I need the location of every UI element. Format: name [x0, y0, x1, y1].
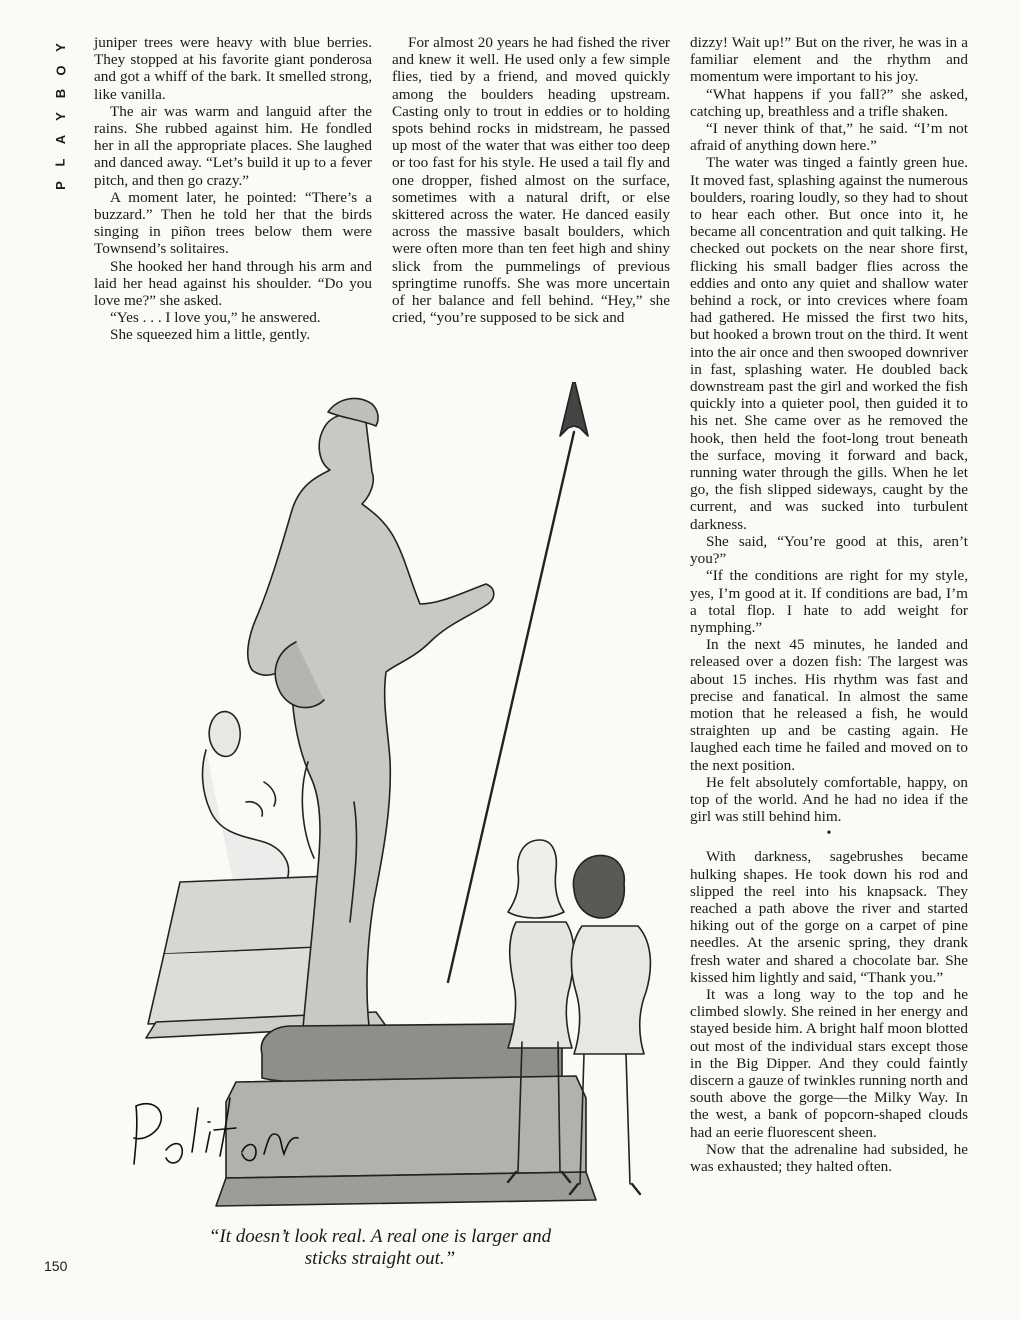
paragraph: It was a long way to the top and he climbed slowly. She reined in her energy and stayed beside him. A bright half moon blotted out most of the individual stars except those in the Big Dipper. And they could faintly discern a gauze of twinkles running north and south above the gorge—the Milky Way. In the west, a bank of popcorn-shaped clouds had an eerie fluorescent sheen. [690, 985, 968, 1141]
caption-line: “It doesn’t look real. A real one is larger and [208, 1226, 552, 1247]
caption-line: sticks straight out.” [304, 1248, 456, 1269]
paragraph: The air was warm and languid after the rains. She rubbed against him. He fondled her in all the appropriate places. She laughed and danced away. “Let’s build it up to a fever pitch, and then go crazy.” [94, 102, 372, 189]
masthead-letter: Y [52, 43, 68, 52]
masthead-letter: P [52, 181, 68, 190]
paragraph: “I never think of that,” he said. “I’m not afraid of anything down here.” [690, 120, 968, 155]
text-column-3 [690, 34, 968, 1175]
paragraph: For almost 20 years he had fished the river and knew it well. He used only a few simple flies, tied by a friend, and moved quickly among the boulders heading upstream. Casting only to trout in eddies or to holding spots behind rocks in midstream, he passed up most of the water that was either too deep or too fast for his style. He used a tail fly and one dropper, fished almost on the surface, sometimes with a natural drift, or else skittered across the water. He danced easily across the massive basalt boulders, which were often more than ten feet high and shiny slick from the pummelings of previous springtime runoffs. She was more uncertain of her balance and fell behind. “Hey,” she cried, “you’re supposed to be sick and [392, 34, 670, 327]
masthead-letter: A [53, 134, 69, 145]
masthead-letter: Y [52, 112, 68, 121]
paragraph: She squeezed him a little, gently. [110, 326, 311, 344]
masthead-letter: B [53, 88, 69, 99]
masthead-letter: O [53, 65, 69, 76]
text-column-2 [392, 34, 670, 326]
page-number: 150 [44, 1258, 68, 1274]
paragraph: She said, “You’re good at this, aren’t you?” [690, 532, 968, 568]
masthead-letter: L [52, 158, 68, 167]
paragraph: In the next 45 minutes, he landed and released over a dozen fish: The largest was about 15 inches. His rhythm was fast and precise and fanatical. In almost the same motion that he released a fish, he would straighten up and be casting again. He laughed each time he failed and moved on to the next position. [690, 636, 968, 774]
section-separator: • [826, 826, 832, 842]
statue-pedestal [216, 1024, 596, 1206]
paragraph: dizzy! Wait up!” But on the river, he was in a familiar element and the rhythm and momentum were important to his joy. [690, 34, 968, 86]
paragraph: Now that the adrenaline had subsided, he was exhausted; they halted often. [690, 1140, 968, 1175]
text-column-1 [94, 34, 372, 344]
paragraph: “What happens if you fall?” she asked, catching up, breathless and a trifle shaken. [690, 85, 968, 120]
paragraph: “Yes . . . I love you,” he answered. [110, 309, 321, 327]
paragraph: A moment later, he pointed: “There’s a buzzard.” Then he told her that the birds singing in piñon trees below them were Townsend’s solitaires. [94, 188, 372, 258]
paragraph: She hooked her hand through his arm and laid her head against his shoulder. “Do you love me?” she asked. [94, 257, 372, 310]
paragraph: With darkness, sagebrushes became hulking shapes. He took down his rod and slipped the reel into his knapsack. They reached a path above the river and started hiking out of the gorge on a carpet of pine needles. At the arsenic spring, they drank fresh water and shared a chocolate bar. She kissed him lightly and said, “Thank you.” [690, 848, 968, 986]
paragraph: The water was tinged a faintly green hue. It moved fast, splashing against the numerous boulders, roaring loudly, so they had to shout to hear each other. But once into it, he became all concentration and quit talking. He checked out pockets on the near shore first, flicking his small badger flies across the eddies and onto any quiet and shallow water behind a rock, or into crevices where foam had gathered. He missed the first two hits, but hooked a brown trout on the third. It went into the air once and then swooped downriver in fast, splashing water. He doubled back downstream past the girl and worked the fish quickly into a quieter pool, then guided it to his net. She came over as he removed the hook, then held the foot-long trout beneath the surface, moving it forward and back, running water through the gills. When he let go, the fish slipped sideways, caught by the current, and was sucked into turbulent darkness. [690, 154, 968, 533]
cartoon-caption [170, 1226, 590, 1270]
paragraph: He felt absolutely comfortable, happy, on top of the world. And he had no idea if the girl was still behind him. [690, 773, 968, 826]
paragraph: juniper trees were heavy with blue berries. They stopped at his favorite giant ponderosa and got a whiff of the bark. It smelled strong, like vanilla. [94, 34, 372, 103]
magazine-masthead [52, 38, 78, 198]
paragraph: “If the conditions are right for my style, yes, I’m good at it. If conditions are bad, I’m a total flop. I hate to add weight for nymphing.” [690, 567, 968, 636]
cartoon-illustration [96, 382, 656, 1222]
